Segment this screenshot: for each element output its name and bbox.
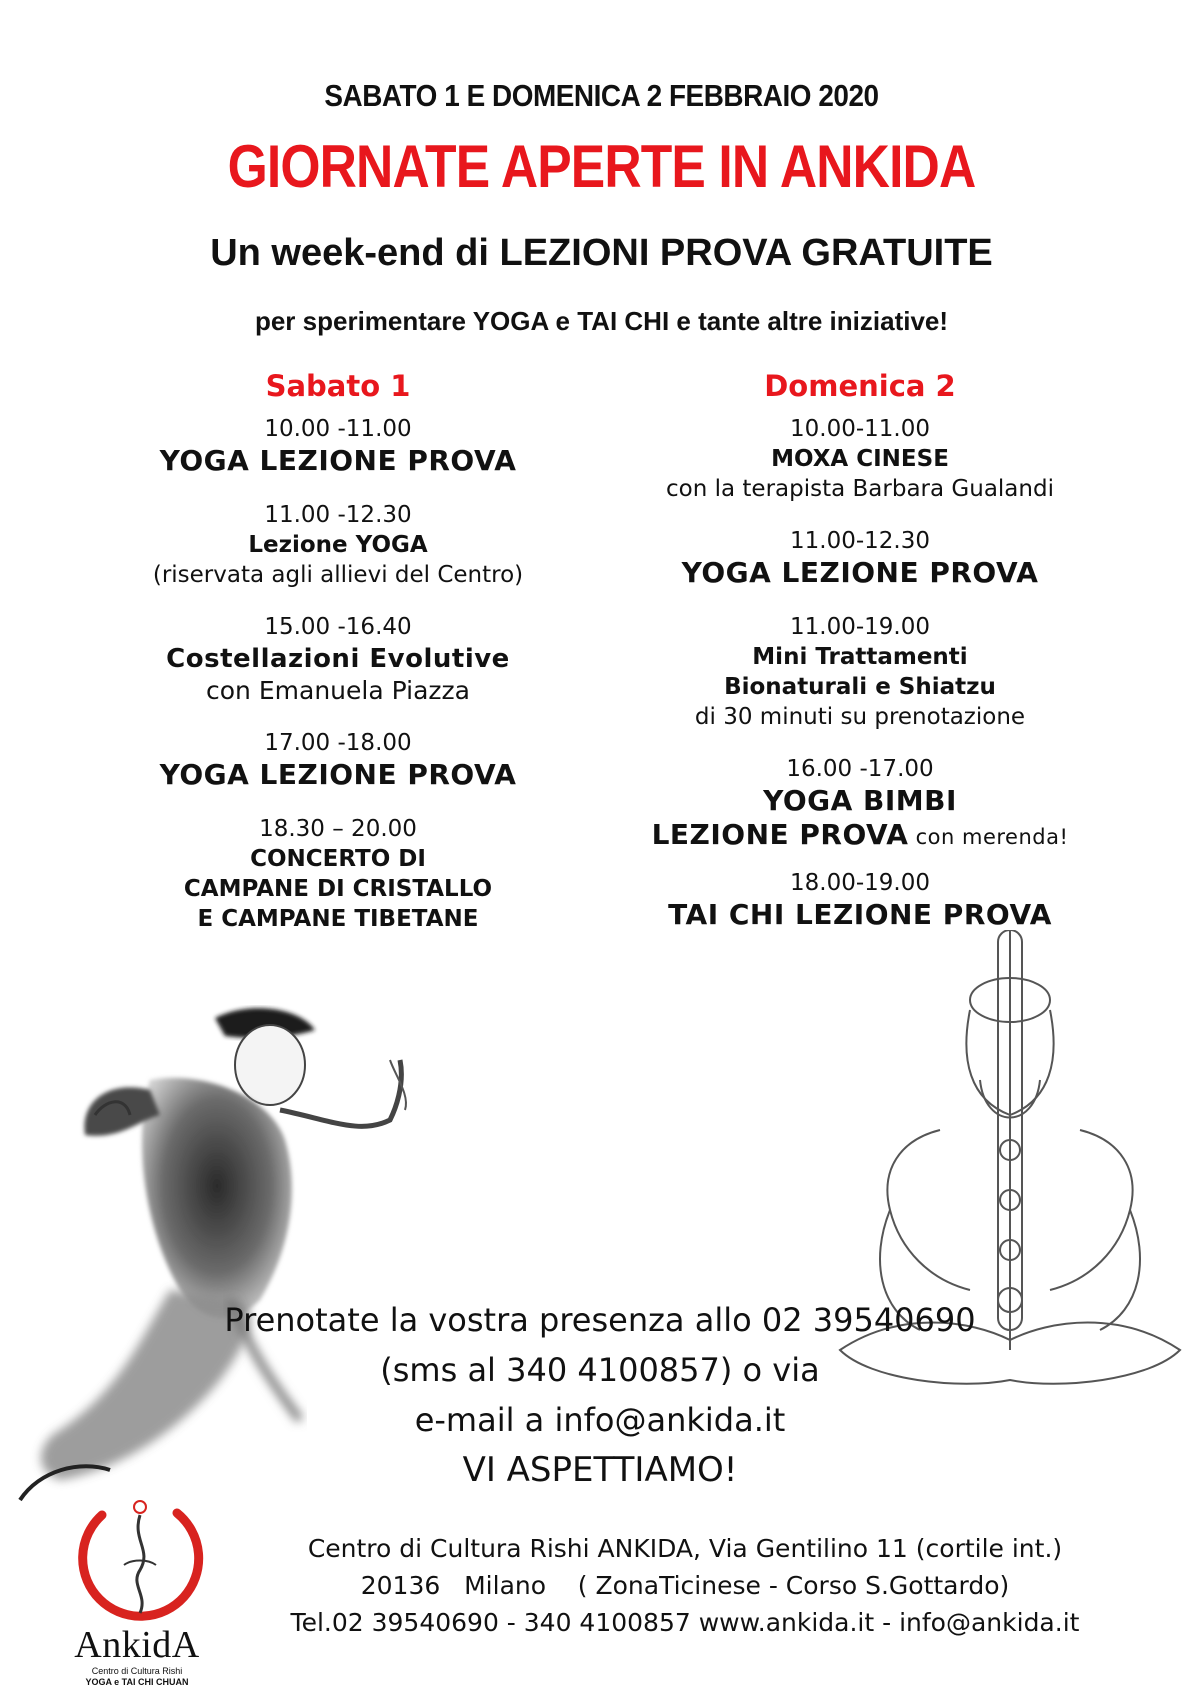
event-title: TAI CHI LEZIONE PROVA xyxy=(668,898,1052,931)
logo-subtitle: Centro di Cultura Rishi xyxy=(91,1666,183,1676)
greeting: VI ASPETTIAMO! xyxy=(462,1450,738,1490)
event-title: Lezione YOGA xyxy=(248,532,428,558)
event-title: Costellazioni Evolutive xyxy=(166,644,510,674)
event-title-line: Bionaturali e Shiatzu xyxy=(724,674,996,700)
event-time: 10.00-11.00 xyxy=(790,416,930,442)
schedule-item xyxy=(565,754,1155,854)
schedule-item xyxy=(42,728,634,792)
day-heading-saturday: Sabato 1 xyxy=(265,369,411,403)
event-note: con Emanuela Piazza xyxy=(206,676,470,705)
event-time: 17.00 -18.00 xyxy=(264,730,412,756)
schedule-item xyxy=(565,414,1155,504)
event-title: YOGA LEZIONE PROVA xyxy=(681,556,1039,589)
booking-line: Prenotate la vostra presenza allo 02 39540690 xyxy=(224,1301,976,1339)
booking-info xyxy=(120,1295,1080,1495)
event-note: (riservata agli allievi del Centro) xyxy=(152,562,524,588)
event-time: 18.30 – 20.00 xyxy=(259,816,417,842)
event-title: YOGA BIMBI xyxy=(763,784,957,817)
address-line: Centro di Cultura Rishi ANKIDA, Via Gentilino 11 (cortile int.) xyxy=(307,1534,1063,1563)
event-date: SABATO 1 E DOMENICA 2 FEBBRAIO 2020 xyxy=(324,78,879,113)
subtitle: Un week-end di LEZIONI PROVA GRATUITE xyxy=(210,232,993,274)
day-heading-sunday: Domenica 2 xyxy=(764,369,956,403)
event-title-line xyxy=(565,818,1155,854)
event-suffix: con merenda! xyxy=(908,825,1069,849)
event-title-line: E CAMPANE TIBETANE xyxy=(197,906,479,932)
schedule-item xyxy=(42,500,634,590)
schedule-item xyxy=(565,612,1155,732)
logo-subtitle: YOGA e TAI CHI CHUAN xyxy=(85,1677,189,1687)
event-time: 11.00 -12.30 xyxy=(264,502,412,528)
event-time: 18.00-19.00 xyxy=(790,870,930,896)
event-time: 11.00-19.00 xyxy=(790,614,930,640)
event-time: 10.00 -11.00 xyxy=(264,416,412,442)
address-line: 20136 Milano ( ZonaTicinese - Corso S.Gottardo) xyxy=(360,1571,1010,1600)
event-note: di 30 minuti su prenotazione xyxy=(694,704,1026,730)
event-title-line: Mini Trattamenti xyxy=(752,644,968,670)
event-time: 15.00 -16.40 xyxy=(264,614,412,640)
schedule-item xyxy=(42,414,634,478)
event-title: YOGA LEZIONE PROVA xyxy=(159,444,517,477)
booking-line: e-mail a info@ankida.it xyxy=(414,1401,786,1439)
page-title: GIORNATE APERTE IN ANKIDA xyxy=(227,133,976,200)
contact-line: Tel.02 39540690 - 340 4100857 www.ankida.it - info@ankida.it xyxy=(290,1608,1080,1637)
event-title-line: CAMPANE DI CRISTALLO xyxy=(183,876,493,902)
event-time: 11.00-12.30 xyxy=(790,528,930,554)
event-note: con la terapista Barbara Gualandi xyxy=(666,476,1054,502)
sunday-schedule xyxy=(565,368,1155,954)
event-title-2: LEZIONE PROVA xyxy=(651,818,909,851)
event-title: YOGA LEZIONE PROVA xyxy=(159,758,517,791)
schedule-item xyxy=(42,814,634,934)
ankida-logo xyxy=(62,1495,212,1685)
logo-name: AnkidA xyxy=(74,1624,200,1666)
schedule-item xyxy=(42,612,634,706)
event-time: 16.00 -17.00 xyxy=(786,756,934,782)
event-title: MOXA CINESE xyxy=(771,446,949,472)
schedule-item xyxy=(565,868,1155,932)
tagline: per sperimentare YOGA e TAI CHI e tante altre iniziative! xyxy=(254,306,949,336)
saturday-schedule xyxy=(42,368,634,956)
schedule-item xyxy=(565,526,1155,590)
logo-emblem-icon xyxy=(62,1495,212,1625)
footer-address xyxy=(205,1530,1165,1641)
event-title-line: CONCERTO DI xyxy=(250,846,426,872)
booking-line: (sms al 340 4100857) o via xyxy=(380,1351,820,1389)
